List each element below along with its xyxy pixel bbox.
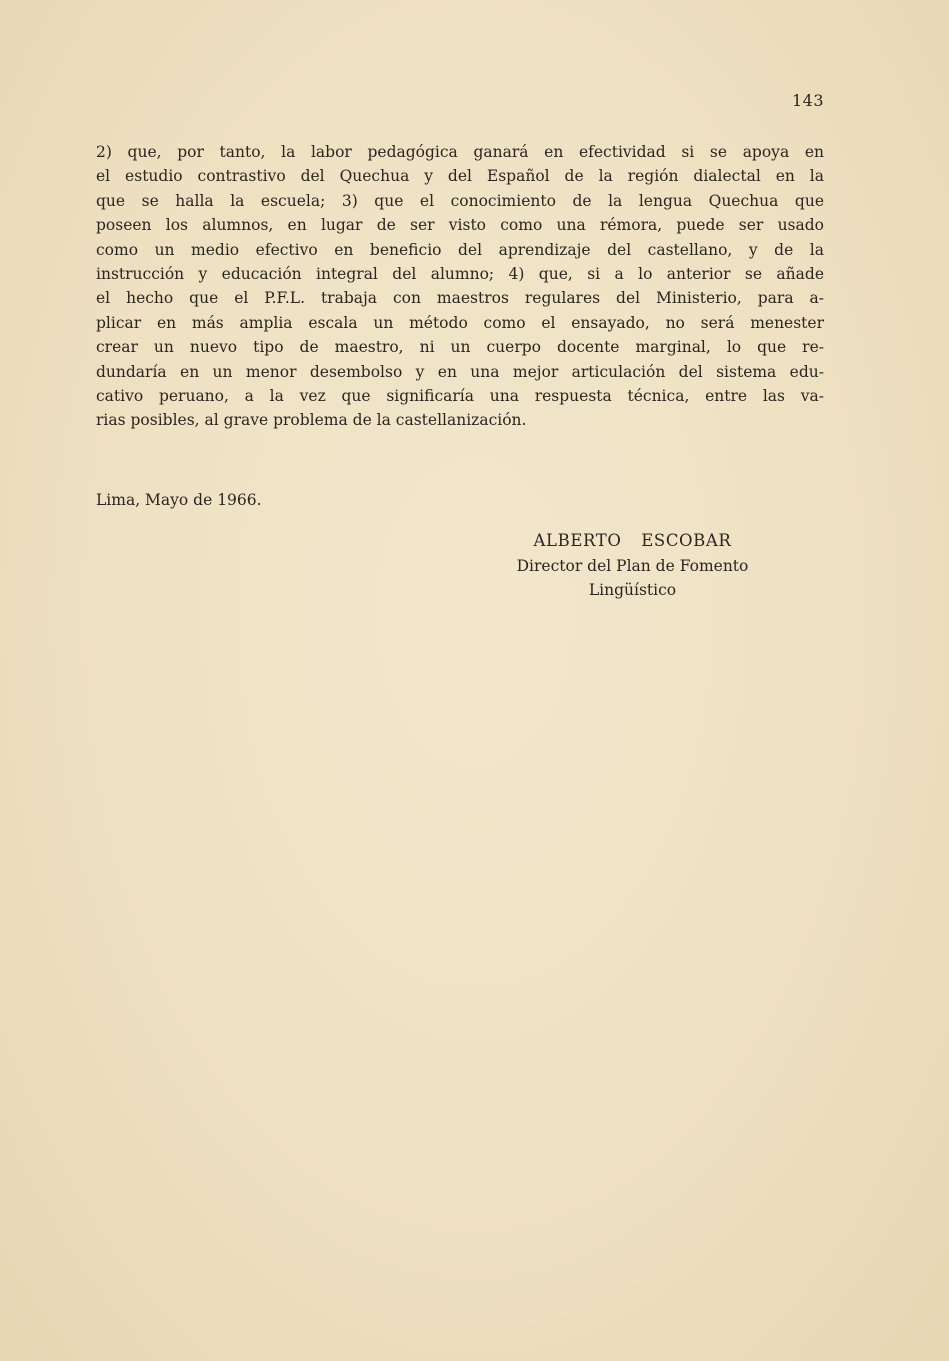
paragraph-line-2: el estudio contrastivo del Quechua y del Español de la región dialectal en la xyxy=(96,167,824,186)
paragraph-line-8: plicar en más amplia escala un método como el ensayado, no será menester xyxy=(96,313,824,332)
paragraph-line-11: cativo peruano, a la vez que significaría una respuesta técnica, entre las va- xyxy=(96,386,824,405)
signature-block xyxy=(480,529,785,603)
paragraph-line-4: poseen los alumnos, en lugar de ser visto como una rémora, puede ser usado xyxy=(96,216,824,235)
paragraph-line-5: como un medio efectivo en beneficio del aprendizaje del castellano, y de la xyxy=(96,240,824,259)
place-and-date: Lima, Mayo de 1966. xyxy=(96,491,262,509)
paragraph-line-7: el hecho que el P.F.L. trabaja con maestros regulares del Ministerio, para a- xyxy=(96,289,824,308)
signatory-name: ALBERTO ESCOBAR xyxy=(533,531,732,550)
body-paragraph xyxy=(96,140,824,433)
signatory-title-line-2: Lingüístico xyxy=(588,581,677,599)
paragraph-line-9: crear un nuevo tipo de maestro, ni un cuerpo docente marginal, lo que re- xyxy=(96,338,824,357)
page-number: 143 xyxy=(791,91,824,110)
signatory-title-line-1: Director del Plan de Fomento xyxy=(516,556,749,575)
paragraph-line-1: 2) que, por tanto, la labor pedagógica ganará en efectividad si se apoya en xyxy=(96,143,824,161)
paragraph-line-6: instrucción y educación integral del alumno; 4) que, si a lo anterior se añade xyxy=(96,264,824,283)
paragraph-line-10: dundaría en un menor desembolso y en una mejor articulación del sistema edu- xyxy=(96,362,824,381)
paragraph-line-12: rias posibles, al grave problema de la castellanización. xyxy=(96,411,527,430)
paragraph-line-3: que se halla la escuela; 3) que el conocimiento de la lengua Quechua que xyxy=(96,191,824,210)
